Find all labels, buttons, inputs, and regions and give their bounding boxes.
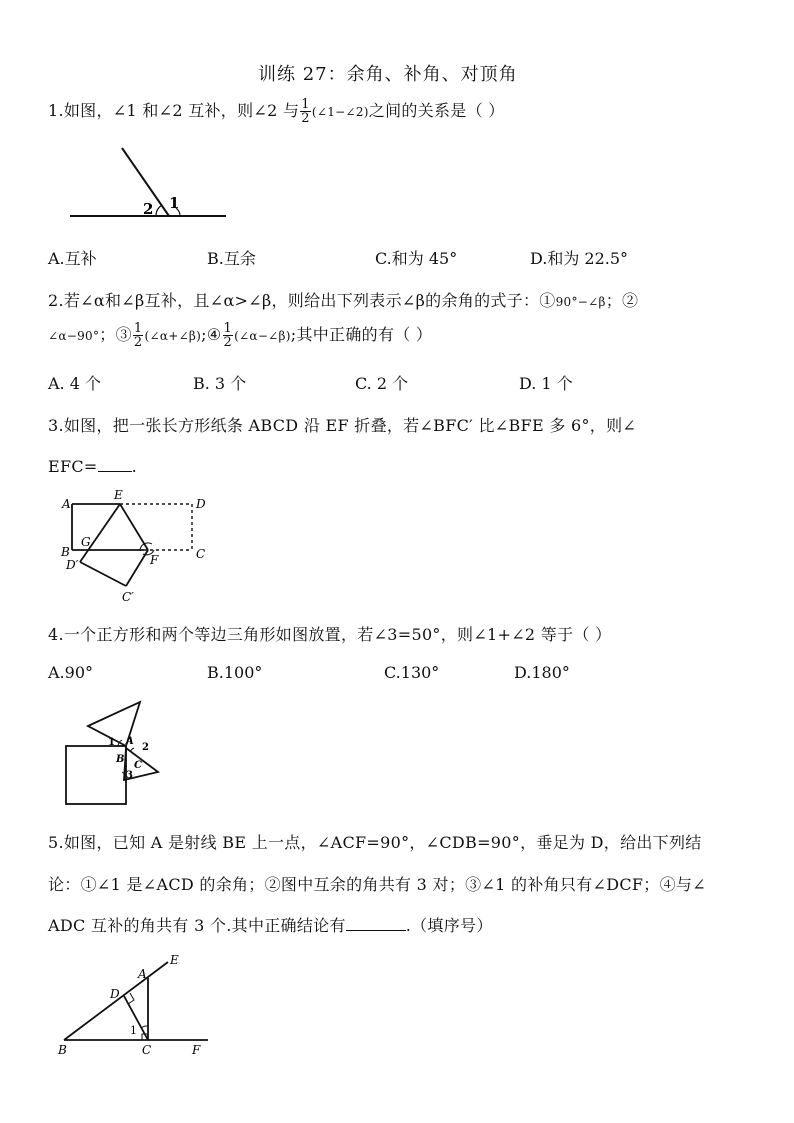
- q5-label-f: F: [192, 1043, 201, 1057]
- q4-label-c: C: [134, 760, 142, 771]
- q2-frac4-den: 2: [223, 335, 233, 350]
- question-4-text: 4.一个正方形和两个等边三角形如图放置，若∠3=50°，则∠1+∠2 等于（ ）: [48, 625, 612, 644]
- question-2-line-2: [48, 322, 432, 349]
- q4-figure: [60, 692, 170, 810]
- q2-line1-a: 2.若∠α和∠β互补，且∠α>∠β，则给出下列表示∠β的余角的式子：①: [48, 291, 556, 310]
- q1-label-2: 2: [143, 200, 154, 218]
- q1-option-d: D.和为 22.5°: [530, 249, 629, 268]
- q2-line2-b: ；③: [99, 325, 132, 344]
- q2-option-b: B. 3 个: [193, 374, 247, 393]
- q5-label-c: C: [142, 1043, 152, 1057]
- q1-expr: (∠1−∠2): [311, 105, 369, 119]
- q3-answer-blank: [98, 457, 132, 472]
- page-title: 训练 27：余角、补角、对顶角: [258, 64, 518, 85]
- q4-label-3: 3: [126, 770, 133, 781]
- q2-frac3-den: 2: [133, 335, 143, 350]
- q2-option-c: C. 2 个: [355, 374, 409, 393]
- q2-frac4-num: 1: [223, 321, 233, 336]
- question-3-line-1: 3.如图，把一张长方形纸条 ABCD 沿 EF 折叠，若∠BFC′ 比∠BFE 多 6°，则∠: [48, 416, 637, 435]
- q5-figure: [56, 950, 216, 1060]
- q2-fraction-4: [223, 322, 234, 349]
- q5-answer-blank: [346, 916, 406, 931]
- q1-figure: [66, 140, 236, 230]
- q3-label-d: D: [196, 497, 206, 511]
- q5-label-b: B: [58, 1043, 67, 1057]
- question-5-line-1: 5.如图，已知 A 是射线 BE 上一点，∠ACF=90°，∠CDB=90°，垂足为 D，给出下列结: [48, 833, 702, 852]
- question-5-line-2: 论：①∠1 是∠ACD 的余角；②图中互余的角共有 3 对；③∠1 的补角只有∠DCF；④与∠: [48, 875, 706, 894]
- q1-arc-2: [156, 205, 162, 216]
- q4-label-b: B: [116, 754, 125, 765]
- q4-option-a: A.90°: [48, 663, 93, 682]
- q2-option-d: D. 1 个: [519, 374, 573, 393]
- q1-text-a: 1.如图，∠1 和∠2 互补，则∠2 与: [48, 101, 300, 120]
- q3-line2: EFC=: [48, 457, 98, 476]
- q1-option-b: B.互余: [207, 249, 256, 268]
- q2-line2-c: ;④: [201, 325, 222, 344]
- q5-label-1: 1: [130, 1024, 137, 1037]
- q3-label-d-prime: D′: [66, 558, 79, 572]
- q1-option-a: A.互补: [48, 249, 97, 268]
- q5-label-a: A: [138, 967, 147, 981]
- q3-label-f: F: [150, 553, 159, 567]
- q1-text-b: 之间的关系是（ ）: [368, 101, 505, 120]
- q4-label-2: 2: [142, 742, 149, 753]
- q3-figure: [56, 488, 216, 608]
- q2-expr3: (∠α+∠β): [144, 329, 202, 343]
- question-3-line-2: [48, 457, 137, 476]
- q2-expr1: 90°−∠β: [555, 295, 606, 309]
- q4-option-d: D.180°: [514, 663, 570, 682]
- q1-frac-den: 2: [301, 111, 310, 126]
- q2-fraction-3: [133, 322, 144, 349]
- q4-option-b: B.100°: [207, 663, 263, 682]
- q3-label-e: E: [114, 488, 123, 502]
- q3-label-a: A: [62, 497, 71, 511]
- q4-option-c: C.130°: [384, 663, 440, 682]
- q5-label-e: E: [170, 953, 179, 967]
- q3-label-g: G: [81, 535, 91, 549]
- q5-line3-end: .（填序号）: [405, 916, 493, 935]
- q5-label-d: D: [110, 987, 120, 1001]
- q1-option-c: C.和为 45°: [375, 249, 458, 268]
- q3-label-c-prime: C′: [122, 590, 134, 604]
- q4-label-a: A: [126, 736, 134, 747]
- q2-line2-d: ;其中正确的有（ ）: [290, 325, 433, 344]
- q3-label-c: C: [196, 547, 206, 561]
- question-5-line-3: [48, 913, 493, 936]
- q2-option-a: A. 4 个: [48, 374, 101, 393]
- q2-line1-b: ；②: [605, 291, 639, 310]
- question-2-line-1: [48, 288, 638, 311]
- q3-line2-end: .: [131, 457, 138, 476]
- q1-frac-num: 1: [301, 97, 310, 112]
- q1-label-1: 1: [169, 194, 180, 212]
- q2-expr4: (∠α−∠β): [234, 329, 291, 343]
- q5-line3: ADC 互补的角共有 3 个.其中正确结论有: [48, 916, 346, 935]
- q2-line2-a: ∠α−90°: [48, 329, 100, 343]
- q3-label-b: B: [61, 545, 70, 559]
- q2-frac3-num: 1: [133, 321, 143, 336]
- question-1-text: [48, 98, 505, 125]
- q1-fraction: [300, 98, 311, 125]
- q4-label-1: 1: [108, 737, 115, 748]
